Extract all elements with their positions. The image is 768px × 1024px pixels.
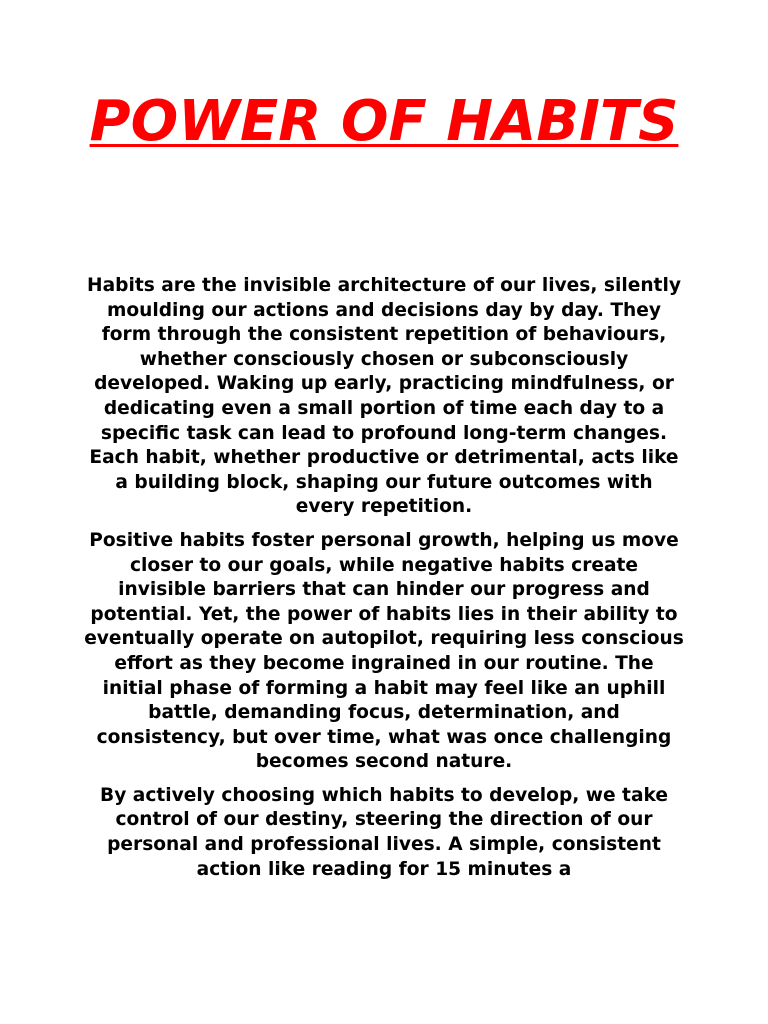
paragraph: By actively choosing which habits to develop, we take control of our destiny, steering the direction of our personal and professional lives. A simple, consistent action like reading for 15 minutes a [100,784,668,880]
document-title: POWER OF HABITS [89,89,679,154]
document-body [84,274,684,891]
paragraph: Positive habits foster personal growth, helping us move closer to our goals, while negative habits create invisible barriers that can hinder our progress and potential. Yet, the power of habits lies in their ability to eventually operate on autopilot, requiring less conscious effort as they become ingrained in our routine. The initial phase of forming a habit may feel like an uphill battle, demanding focus, determination, and consistency, but over time, what was once challenging becomes second nature. [84,529,684,773]
paragraph: Habits are the invisible architecture of our lives, silently moulding our actions and decisions day by day. They form through the consistent repetition of behaviours, whether consciously chosen or subconsciously developed. Waking up early, practicing mindfulness, or dedicating even a small portion of time each day to a specific task can lead to profound long-term changes. Each habit, whether productive or detrimental, acts like a building block, shaping our future outcomes with every repetition. [87,275,681,518]
